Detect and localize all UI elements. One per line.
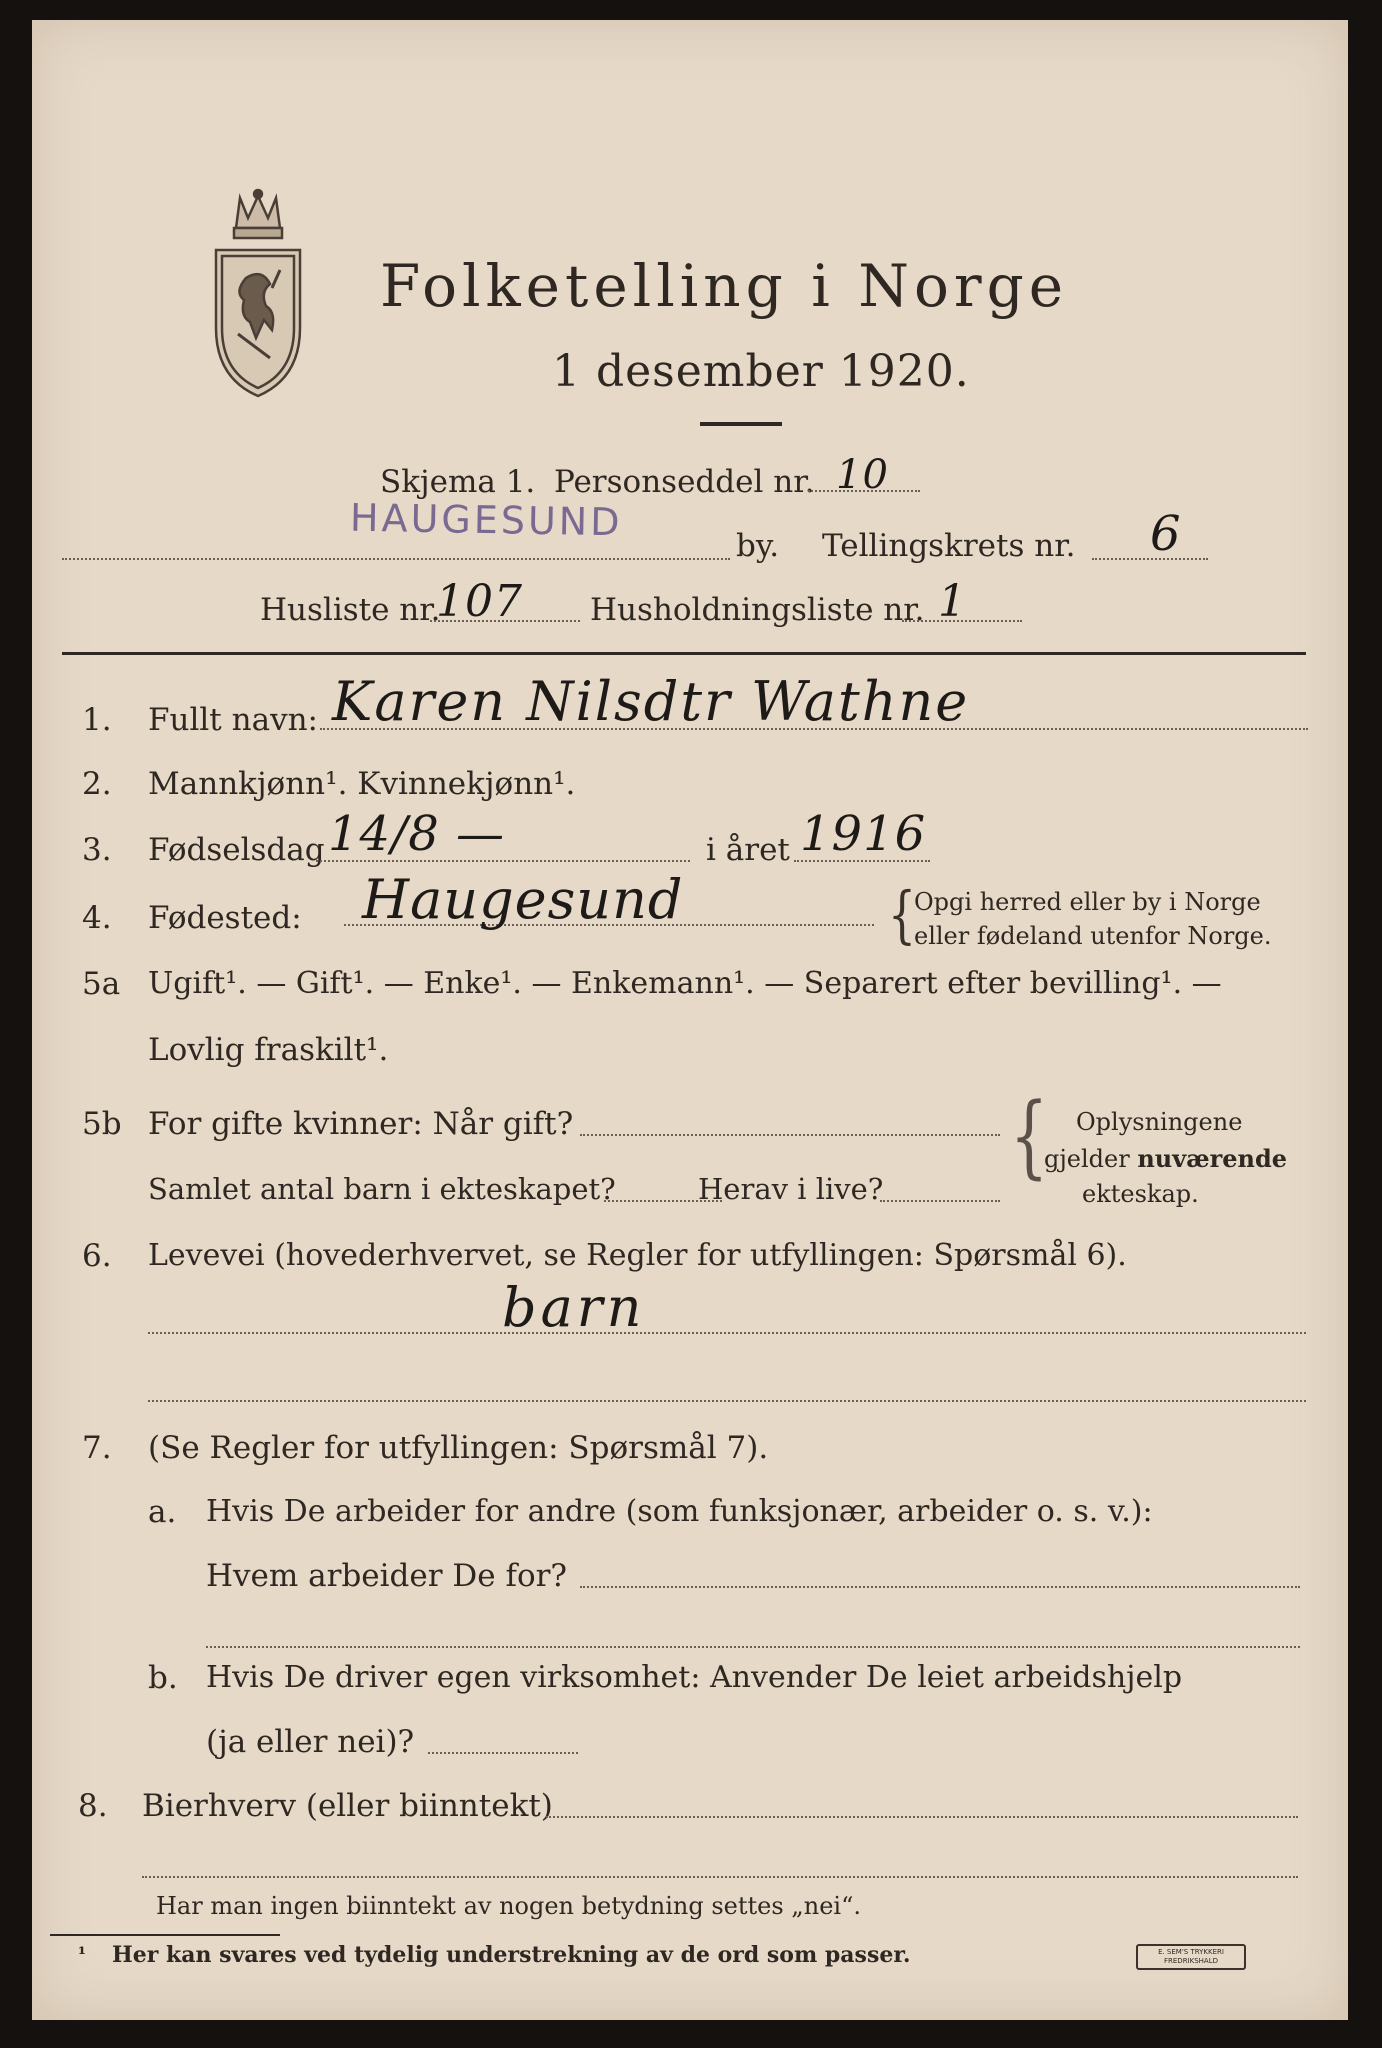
- q7-number: 7.: [82, 1430, 112, 1466]
- personseddel-value: 10: [836, 452, 889, 498]
- footnote-text: Her kan svares ved tydelig understrekning av de ord som passer.: [112, 1942, 911, 1968]
- footnote-rule: [50, 1934, 280, 1936]
- q4-number: 4.: [82, 900, 112, 936]
- q6-number: 6.: [82, 1238, 112, 1274]
- q5a-marital-options: Ugift¹. — Gift¹. — Enke¹. — Enkemann¹. — Separert efter bevilling¹. —: [148, 966, 1222, 1001]
- q1-number: 1.: [82, 702, 112, 738]
- q2-gender-options: Mannkjønn¹. Kvinnekjønn¹.: [148, 766, 576, 802]
- form-title: Folketelling i Norge: [380, 252, 1069, 320]
- q8-number: 8.: [78, 1788, 108, 1824]
- q4-birthplace-value: Haugesund: [362, 868, 684, 931]
- q7b-letter: b.: [148, 1660, 178, 1696]
- krets-value: 6: [1150, 506, 1182, 562]
- husholdning-value: 1: [938, 576, 967, 627]
- q7a-employer-label: Hvem arbeider De for?: [206, 1558, 568, 1594]
- q5b-children-label: Samlet antal barn i ekteskapet?: [148, 1172, 616, 1206]
- q1-label: Fullt navn:: [148, 702, 318, 738]
- krets-label: Tellingskrets nr.: [822, 528, 1076, 564]
- husliste-value: 107: [436, 576, 523, 627]
- skjema-label: Skjema 1.: [380, 464, 536, 500]
- q7a-letter: a.: [148, 1494, 177, 1530]
- q6-label: Levevei (hovederhvervet, se Regler for utfyllingen: Spørsmål 6).: [148, 1238, 1127, 1273]
- municipality-stamp: HAUGESUND: [349, 495, 623, 545]
- q7-label: (Se Regler for utfyllingen: Spørsmål 7).: [148, 1430, 769, 1466]
- q8-label: Bierhverv (eller biinntekt): [142, 1788, 553, 1824]
- q5b-married-label: For gifte kvinner: Når gift?: [148, 1106, 574, 1142]
- printer-mark: E. SEM'S TRYKKERI FREDRIKSHALD: [1136, 1944, 1246, 1970]
- q5b-note-line2: gjelder nuværende: [1044, 1144, 1288, 1173]
- q5a-number: 5a: [82, 966, 121, 1002]
- q3-year-label: i året: [706, 832, 790, 868]
- husliste-label: Husliste nr.: [260, 592, 441, 628]
- q7b-question: Hvis De driver egen virksomhet: Anvender De leiet arbeidshjelp: [206, 1660, 1183, 1695]
- personseddel-label: Personseddel nr.: [554, 464, 815, 500]
- footnote-mark: ¹: [78, 1944, 86, 1965]
- q1-full-name-value: Karen Nilsdtr Wathne: [332, 670, 970, 733]
- q5a-marital-options-line2: Lovlig fraskilt¹.: [148, 1032, 389, 1068]
- husholdning-label: Husholdningsliste nr.: [590, 592, 925, 628]
- title-divider: [700, 422, 782, 426]
- q5b-note-line3: ekteskap.: [1082, 1180, 1199, 1208]
- q4-note-line2: eller fødeland utenfor Norge.: [914, 922, 1272, 950]
- by-label: by.: [736, 528, 780, 564]
- q3-label: Fødselsdag: [148, 832, 325, 868]
- norwegian-coat-of-arms-icon: [210, 188, 306, 400]
- q8-note: Har man ingen biinntekt av nogen betydning settes „nei“.: [156, 1892, 861, 1920]
- q3-birthday-value: 14/8 —: [328, 806, 506, 862]
- q6-occupation-value: barn: [502, 1276, 646, 1339]
- q5b-alive-label: Herav i live?: [698, 1172, 884, 1206]
- form-date: 1 desember 1920.: [552, 346, 970, 397]
- q7a-question: Hvis De arbeider for andre (som funksjonær, arbeider o. s. v.):: [206, 1494, 1153, 1529]
- census-form: Folketelling i Norge 1 desember 1920. Skjema 1. Personseddel nr. 10 HAUGESUND by. Tellingskrets nr. 6 Husliste nr. 107 Husholdningsliste nr. 1 1. Fullt navn: Karen Nilsdtr Wathne 2. Mannkjønn¹. Kvinnekjønn¹. 3. Fødselsdag 14/8 — i året 1916 4. Fødested: Haugesund { Opgi herred eller by i Norge eller fødeland utenfor Norge. 5a Ugift¹. — Gift¹. — Enke¹. — Enkemann¹. — Separert efter bevilling¹. — Lovlig fraskilt¹. 5b For gifte kvinner: Når gift? Samlet antal barn i ekteskapet? Herav i live? { Oplysningene gjelder nuværende ekteskap. 6. Levevei (hovederhvervet, se Regler for utfyllingen: Spørsmål 6). barn 7. (Se Regler for utfyllingen: Spørsmål 7). a. Hvis De arbeider for andre (som funksjonær, arbeider o. s. v.): Hvem arbeider De for? b. Hvis De driver egen virksomhet: Anvender De leiet arbeidshjelp (ja eller nei)? 8. Bierhverv (eller biinntekt) Har man ingen biinntekt av nogen betydning settes „nei“. ¹ Her kan svares ved tydelig understrekning av de ord som passer. E. SEM'S TRYKKERI FREDRIKSHALD: [32, 20, 1348, 2020]
- q5b-note-line1: Oplysningene: [1076, 1108, 1243, 1136]
- q7b-yes-no-label: (ja eller nei)?: [206, 1724, 415, 1760]
- q5b-number: 5b: [82, 1106, 122, 1142]
- q4-note-line1: Opgi herred eller by i Norge: [914, 888, 1261, 916]
- q3-number: 3.: [82, 832, 112, 868]
- q2-number: 2.: [82, 766, 112, 802]
- q4-label: Fødested:: [148, 900, 302, 936]
- q3-year-value: 1916: [800, 806, 927, 862]
- header-rule: [62, 652, 1306, 655]
